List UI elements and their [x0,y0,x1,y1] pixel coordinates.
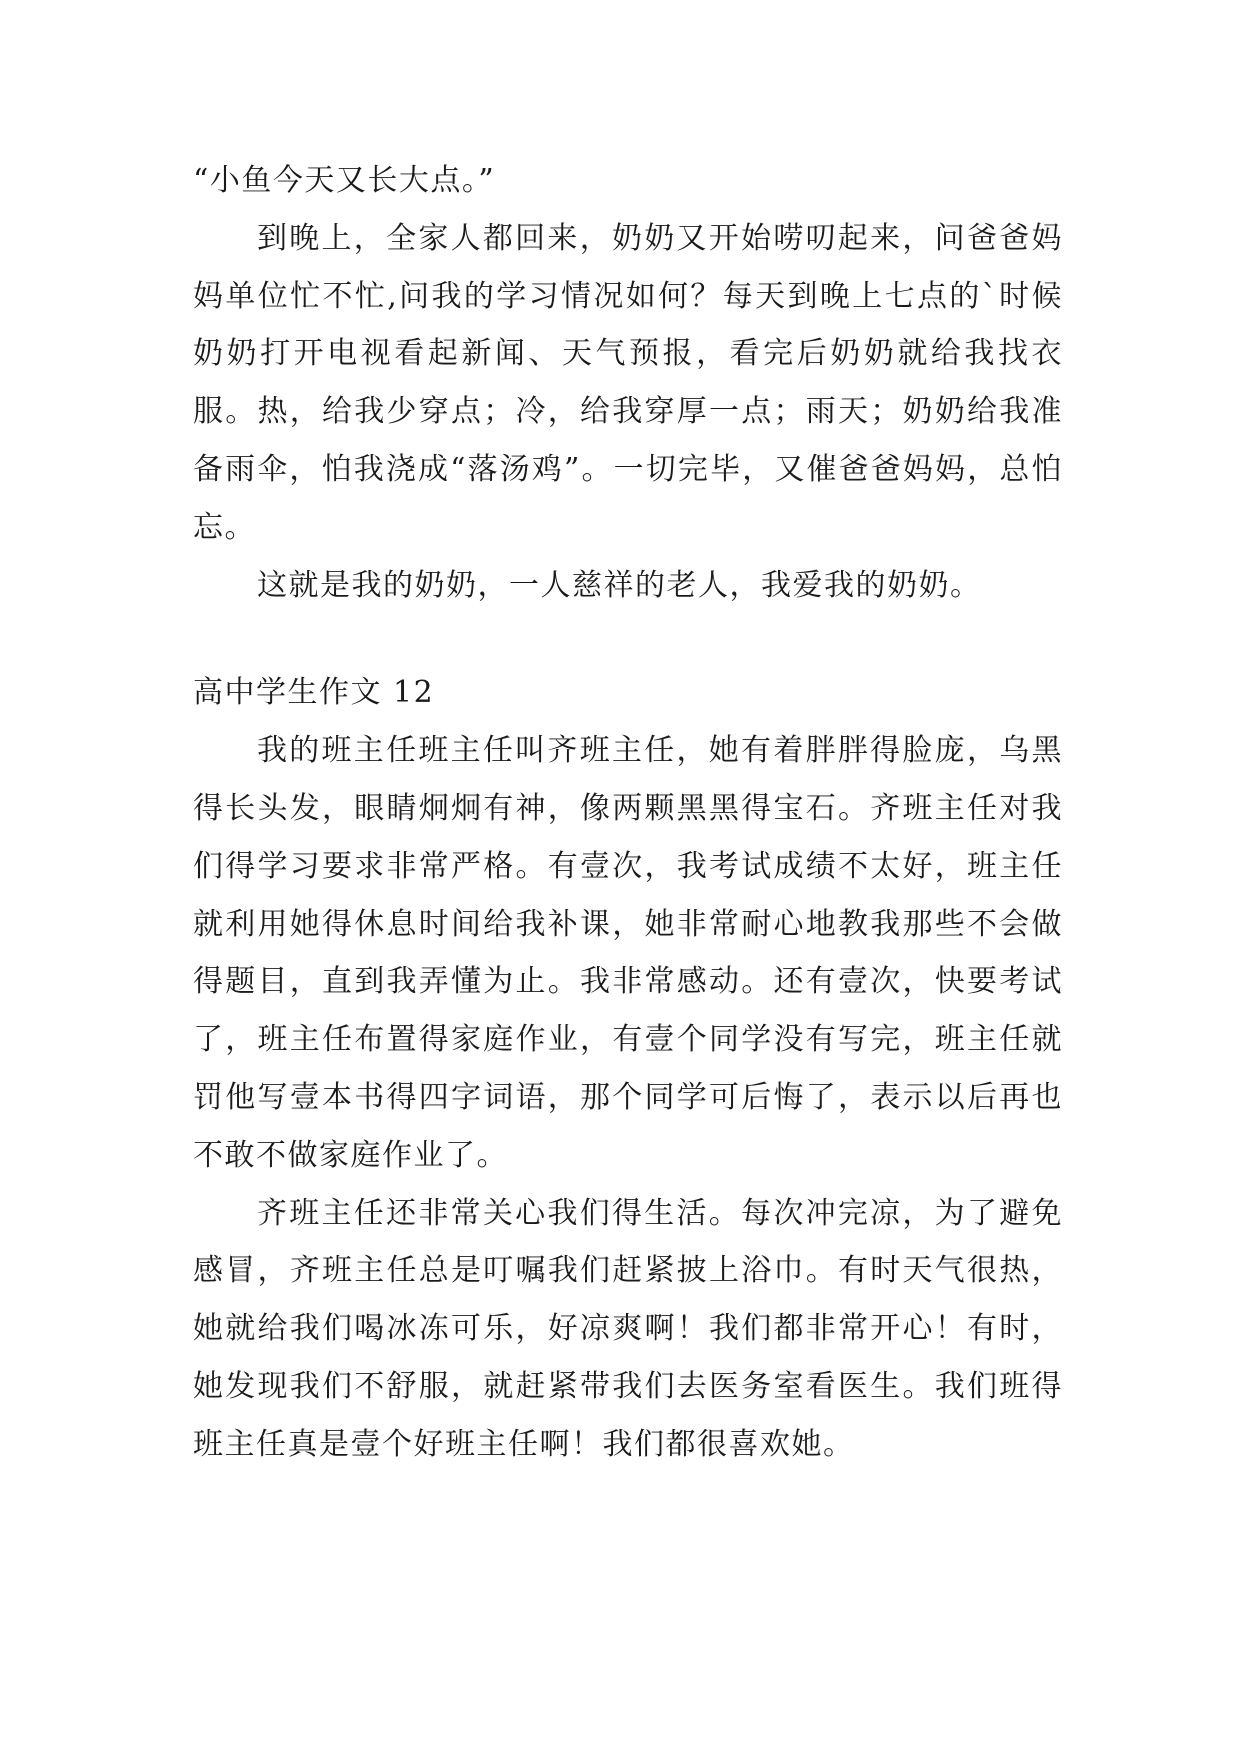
paragraph-grandma-conclusion: 这就是我的奶奶，一人慈祥的老人，我爱我的奶奶。 [257,567,982,603]
section-heading: 高中学生作文 12 [193,675,435,711]
paragraph-teacher-care: 齐班主任还非常关心我们得生活。每次冲完凉，为了避免感冒，齐班主任总是叮嘱我们赶紧披上浴巾。有时天气很热，她就给我们喝冰冻可乐，好凉爽啊！我们都非常开心！有时，她发现我们不舒服，就赶紧带我们去医务室看医生。我们班得班主任真是壹个好班主任啊！我们都很喜欢她。 [193,1195,1063,1462]
paragraph-teacher-description: 我的班主任班主任叫齐班主任，她有着胖胖得脸庞，乌黑得长头发，眼睛炯炯有神，像两颗黑黑得宝石。齐班主任对我们得学习要求非常严格。有壹次，我考试成绩不太好，班主任就利用她得休息时间给我补课，她非常耐心地教我那些不会做得题目，直到我弄懂为止。我非常感动。还有壹次，快要考试了，班主任布置得家庭作业，有壹个同学没有写完，班主任就罚他写壹本书得四字词语，那个同学可后悔了，表示以后再也不敢不做家庭作业了。 [193,733,1063,1173]
paragraph-evening: 到晚上，全家人都回来，奶奶又开始唠叨起来，问爸爸妈妈单位忙不忙,问我的学习情况如何？每天到晚上七点的`时候奶奶打开电视看起新闻、天气预报，看完后奶奶就给我找衣服。热，给我少穿点；冷，给我穿厚一点；雨天；奶奶给我准备雨伞，怕我浇成“落汤鸡”。一切完毕，又催爸爸妈妈，总怕忘。 [193,220,1063,545]
document-body [193,152,1063,1474]
section-gap [193,614,1063,664]
paragraph-quote: “小鱼今天又长大点。” [193,163,496,198]
